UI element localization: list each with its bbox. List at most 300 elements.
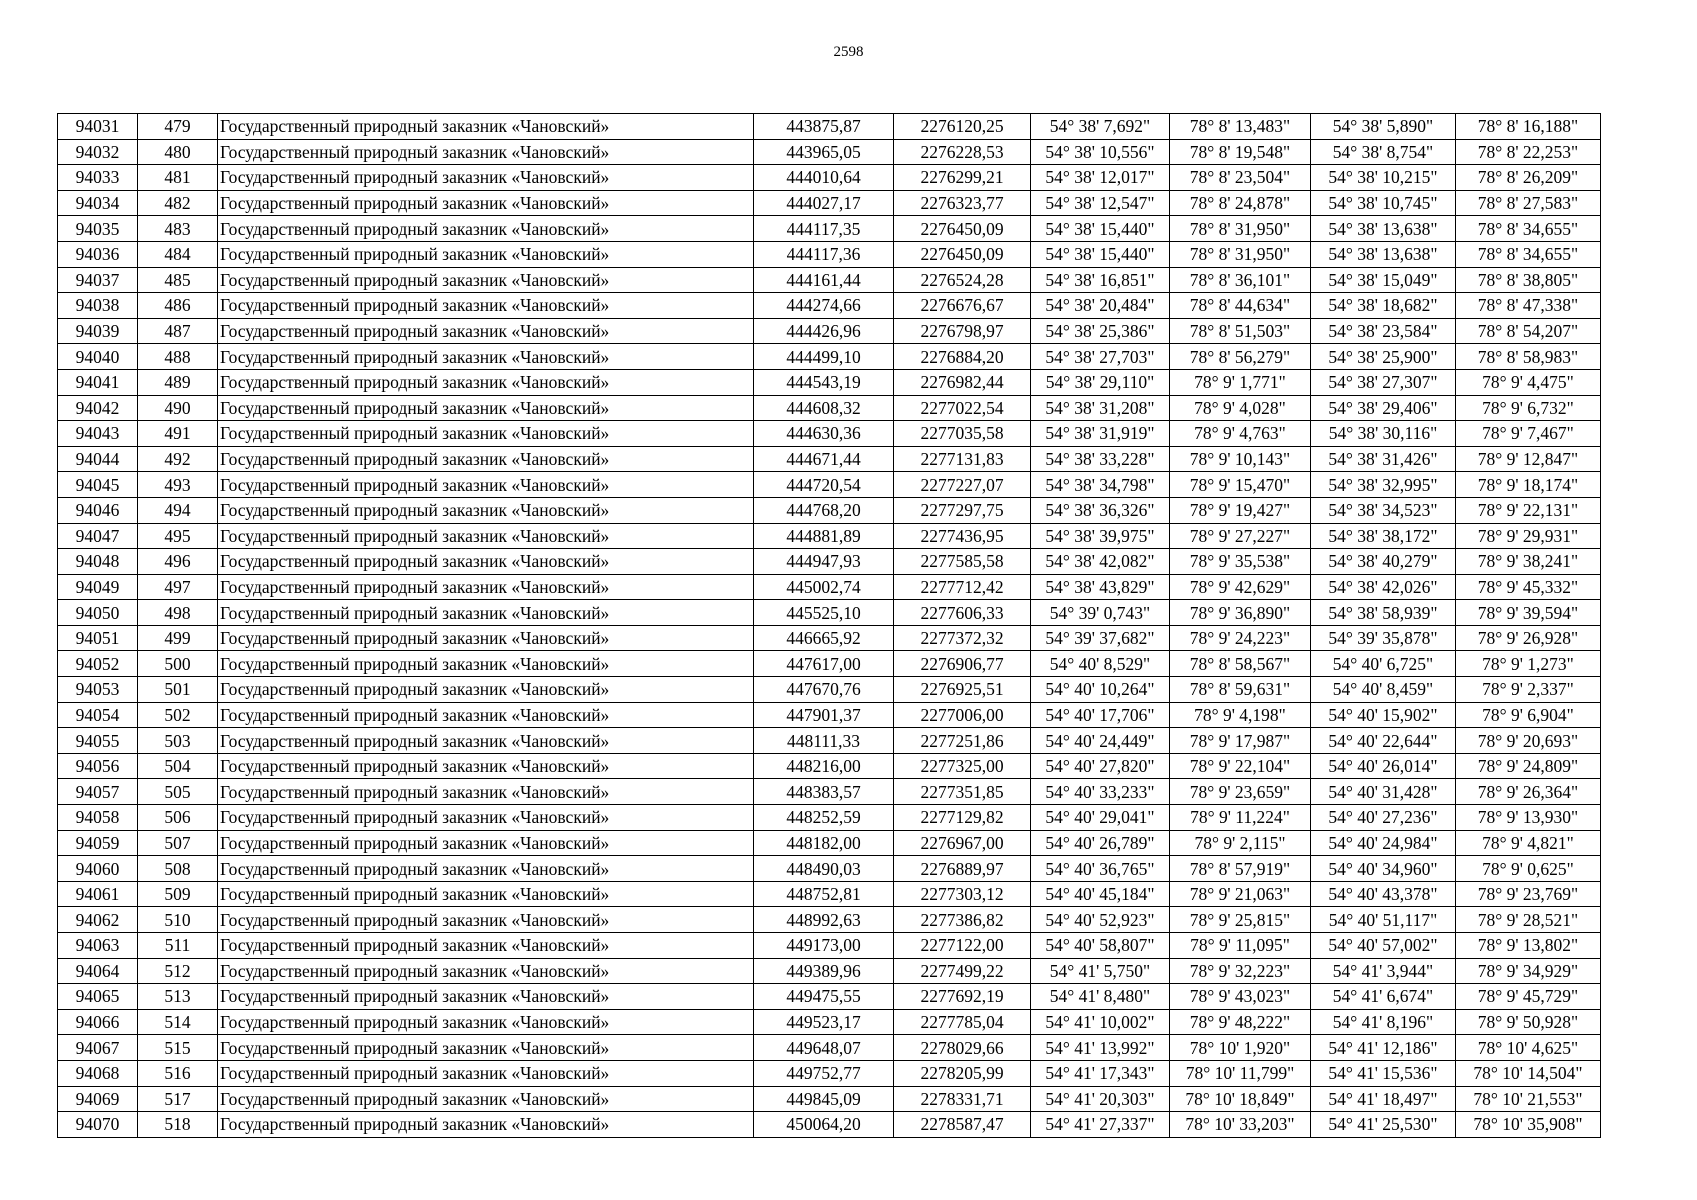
cell-longitude-2: 78° 9' 6,904": [1456, 702, 1601, 728]
cell-longitude-2: 78° 10' 14,504": [1456, 1060, 1601, 1086]
cell-y-coordinate: 2276524,28: [894, 267, 1031, 293]
cell-point-number: 516: [138, 1060, 218, 1086]
table-row: [58, 139, 1601, 165]
cell-record-id: 94050: [58, 600, 138, 626]
cell-x-coordinate: 444768,20: [754, 497, 894, 523]
cell-y-coordinate: 2277351,85: [894, 779, 1031, 805]
table-row: [58, 114, 1601, 140]
cell-longitude-1: 78° 9' 17,987": [1170, 728, 1311, 754]
cell-latitude-1: 54° 38' 25,386": [1031, 318, 1170, 344]
cell-record-id: 94061: [58, 881, 138, 907]
cell-y-coordinate: 2276299,21: [894, 165, 1031, 191]
cell-point-number: 490: [138, 395, 218, 421]
cell-record-id: 94054: [58, 702, 138, 728]
cell-x-coordinate: 444671,44: [754, 446, 894, 472]
table-row: [58, 933, 1601, 959]
cell-point-number: 498: [138, 600, 218, 626]
cell-longitude-2: 78° 9' 1,273": [1456, 651, 1601, 677]
cell-latitude-1: 54° 41' 13,992": [1031, 1035, 1170, 1061]
cell-record-id: 94068: [58, 1060, 138, 1086]
cell-latitude-1: 54° 38' 7,692": [1031, 114, 1170, 140]
cell-latitude-1: 54° 38' 10,556": [1031, 139, 1170, 165]
cell-latitude-1: 54° 39' 37,682": [1031, 625, 1170, 651]
cell-x-coordinate: 444947,93: [754, 549, 894, 575]
cell-point-number: 515: [138, 1035, 218, 1061]
cell-latitude-1: 54° 38' 43,829": [1031, 574, 1170, 600]
cell-longitude-1: 78° 8' 24,878": [1170, 190, 1311, 216]
table-row: [58, 1060, 1601, 1086]
cell-territory-name: Государственный природный заказник «Чановский»: [218, 881, 754, 907]
cell-point-number: 487: [138, 318, 218, 344]
cell-y-coordinate: 2277606,33: [894, 600, 1031, 626]
cell-latitude-2: 54° 41' 18,497": [1311, 1086, 1456, 1112]
cell-territory-name: Государственный природный заказник «Чановский»: [218, 958, 754, 984]
cell-longitude-2: 78° 8' 58,983": [1456, 344, 1601, 370]
cell-point-number: 512: [138, 958, 218, 984]
cell-x-coordinate: 444499,10: [754, 344, 894, 370]
cell-longitude-2: 78° 8' 22,253": [1456, 139, 1601, 165]
cell-y-coordinate: 2276967,00: [894, 830, 1031, 856]
cell-record-id: 94045: [58, 472, 138, 498]
cell-latitude-2: 54° 39' 35,878": [1311, 625, 1456, 651]
cell-point-number: 507: [138, 830, 218, 856]
cell-territory-name: Государственный природный заказник «Чановский»: [218, 984, 754, 1010]
table-row: [58, 651, 1601, 677]
cell-record-id: 94042: [58, 395, 138, 421]
cell-longitude-2: 78° 8' 38,805": [1456, 267, 1601, 293]
cell-record-id: 94064: [58, 958, 138, 984]
coordinates-table: [57, 113, 1601, 1138]
table-row: [58, 728, 1601, 754]
cell-record-id: 94031: [58, 114, 138, 140]
cell-longitude-2: 78° 9' 29,931": [1456, 523, 1601, 549]
cell-y-coordinate: 2277692,19: [894, 984, 1031, 1010]
cell-record-id: 94051: [58, 625, 138, 651]
cell-latitude-1: 54° 38' 31,919": [1031, 421, 1170, 447]
cell-point-number: 504: [138, 753, 218, 779]
cell-record-id: 94056: [58, 753, 138, 779]
cell-longitude-2: 78° 10' 21,553": [1456, 1086, 1601, 1112]
cell-longitude-2: 78° 9' 4,475": [1456, 369, 1601, 395]
cell-longitude-1: 78° 9' 25,815": [1170, 907, 1311, 933]
cell-record-id: 94038: [58, 293, 138, 319]
cell-longitude-2: 78° 9' 50,928": [1456, 1009, 1601, 1035]
cell-y-coordinate: 2277227,07: [894, 472, 1031, 498]
cell-longitude-1: 78° 8' 13,483": [1170, 114, 1311, 140]
cell-latitude-2: 54° 38' 25,900": [1311, 344, 1456, 370]
cell-record-id: 94059: [58, 830, 138, 856]
cell-longitude-2: 78° 9' 0,625": [1456, 856, 1601, 882]
cell-latitude-2: 54° 40' 6,725": [1311, 651, 1456, 677]
cell-x-coordinate: 448752,81: [754, 881, 894, 907]
cell-point-number: 486: [138, 293, 218, 319]
cell-territory-name: Государственный природный заказник «Чановский»: [218, 600, 754, 626]
cell-longitude-2: 78° 9' 39,594": [1456, 600, 1601, 626]
cell-longitude-1: 78° 8' 31,950": [1170, 241, 1311, 267]
cell-y-coordinate: 2276884,20: [894, 344, 1031, 370]
table-row: [58, 600, 1601, 626]
cell-latitude-1: 54° 40' 8,529": [1031, 651, 1170, 677]
cell-point-number: 514: [138, 1009, 218, 1035]
table-row: [58, 958, 1601, 984]
cell-longitude-2: 78° 8' 47,338": [1456, 293, 1601, 319]
table-row: [58, 267, 1601, 293]
cell-point-number: 494: [138, 497, 218, 523]
cell-latitude-2: 54° 40' 22,644": [1311, 728, 1456, 754]
cell-y-coordinate: 2276906,77: [894, 651, 1031, 677]
cell-latitude-2: 54° 41' 6,674": [1311, 984, 1456, 1010]
cell-y-coordinate: 2276228,53: [894, 139, 1031, 165]
cell-x-coordinate: 449523,17: [754, 1009, 894, 1035]
cell-x-coordinate: 448182,00: [754, 830, 894, 856]
cell-y-coordinate: 2277585,58: [894, 549, 1031, 575]
cell-x-coordinate: 448252,59: [754, 805, 894, 831]
cell-territory-name: Государственный природный заказник «Чановский»: [218, 523, 754, 549]
cell-latitude-2: 54° 40' 26,014": [1311, 753, 1456, 779]
cell-record-id: 94065: [58, 984, 138, 1010]
cell-latitude-1: 54° 40' 29,041": [1031, 805, 1170, 831]
cell-y-coordinate: 2276676,67: [894, 293, 1031, 319]
cell-x-coordinate: 448383,57: [754, 779, 894, 805]
cell-y-coordinate: 2276323,77: [894, 190, 1031, 216]
cell-longitude-1: 78° 10' 18,849": [1170, 1086, 1311, 1112]
cell-longitude-1: 78° 8' 56,279": [1170, 344, 1311, 370]
cell-territory-name: Государственный природный заказник «Чановский»: [218, 267, 754, 293]
cell-record-id: 94034: [58, 190, 138, 216]
cell-latitude-1: 54° 40' 10,264": [1031, 677, 1170, 703]
cell-latitude-1: 54° 38' 12,547": [1031, 190, 1170, 216]
cell-latitude-1: 54° 38' 12,017": [1031, 165, 1170, 191]
cell-territory-name: Государственный природный заказник «Чановский»: [218, 318, 754, 344]
table-row: [58, 165, 1601, 191]
cell-longitude-1: 78° 9' 48,222": [1170, 1009, 1311, 1035]
cell-x-coordinate: 444117,36: [754, 241, 894, 267]
cell-record-id: 94052: [58, 651, 138, 677]
cell-latitude-2: 54° 40' 15,902": [1311, 702, 1456, 728]
cell-longitude-2: 78° 9' 23,769": [1456, 881, 1601, 907]
cell-longitude-2: 78° 8' 34,655": [1456, 241, 1601, 267]
cell-x-coordinate: 447901,37: [754, 702, 894, 728]
cell-longitude-2: 78° 9' 38,241": [1456, 549, 1601, 575]
cell-longitude-2: 78° 9' 22,131": [1456, 497, 1601, 523]
table-row: [58, 984, 1601, 1010]
cell-y-coordinate: 2276889,97: [894, 856, 1031, 882]
cell-latitude-2: 54° 40' 24,984": [1311, 830, 1456, 856]
cell-latitude-2: 54° 38' 15,049": [1311, 267, 1456, 293]
cell-latitude-2: 54° 41' 15,536": [1311, 1060, 1456, 1086]
cell-territory-name: Государственный природный заказник «Чановский»: [218, 1060, 754, 1086]
table-row: [58, 881, 1601, 907]
cell-latitude-2: 54° 38' 23,584": [1311, 318, 1456, 344]
cell-point-number: 502: [138, 702, 218, 728]
cell-point-number: 503: [138, 728, 218, 754]
cell-latitude-1: 54° 41' 20,303": [1031, 1086, 1170, 1112]
cell-latitude-2: 54° 38' 13,638": [1311, 216, 1456, 242]
table-row: [58, 779, 1601, 805]
cell-latitude-1: 54° 38' 29,110": [1031, 369, 1170, 395]
cell-longitude-1: 78° 8' 59,631": [1170, 677, 1311, 703]
cell-y-coordinate: 2277297,75: [894, 497, 1031, 523]
cell-latitude-1: 54° 38' 15,440": [1031, 216, 1170, 242]
cell-point-number: 505: [138, 779, 218, 805]
cell-longitude-2: 78° 9' 24,809": [1456, 753, 1601, 779]
cell-y-coordinate: 2277372,32: [894, 625, 1031, 651]
cell-point-number: 509: [138, 881, 218, 907]
cell-x-coordinate: 448216,00: [754, 753, 894, 779]
cell-longitude-2: 78° 9' 20,693": [1456, 728, 1601, 754]
cell-longitude-1: 78° 9' 32,223": [1170, 958, 1311, 984]
cell-y-coordinate: 2277006,00: [894, 702, 1031, 728]
cell-x-coordinate: 449845,09: [754, 1086, 894, 1112]
cell-longitude-1: 78° 9' 10,143": [1170, 446, 1311, 472]
cell-longitude-1: 78° 8' 31,950": [1170, 216, 1311, 242]
table-row: [58, 1009, 1601, 1035]
cell-longitude-1: 78° 8' 58,567": [1170, 651, 1311, 677]
cell-latitude-2: 54° 38' 38,172": [1311, 523, 1456, 549]
cell-longitude-2: 78° 9' 26,364": [1456, 779, 1601, 805]
cell-territory-name: Государственный природный заказник «Чановский»: [218, 1009, 754, 1035]
cell-longitude-2: 78° 8' 26,209": [1456, 165, 1601, 191]
table-row: [58, 753, 1601, 779]
cell-point-number: 481: [138, 165, 218, 191]
cell-x-coordinate: 445002,74: [754, 574, 894, 600]
cell-longitude-1: 78° 9' 36,890": [1170, 600, 1311, 626]
cell-longitude-1: 78° 9' 4,028": [1170, 395, 1311, 421]
cell-longitude-1: 78° 9' 4,198": [1170, 702, 1311, 728]
cell-record-id: 94048: [58, 549, 138, 575]
cell-x-coordinate: 448111,33: [754, 728, 894, 754]
cell-point-number: 484: [138, 241, 218, 267]
cell-x-coordinate: 446665,92: [754, 625, 894, 651]
table-row: [58, 856, 1601, 882]
cell-point-number: 499: [138, 625, 218, 651]
cell-longitude-1: 78° 9' 42,629": [1170, 574, 1311, 600]
cell-longitude-2: 78° 9' 4,821": [1456, 830, 1601, 856]
cell-latitude-2: 54° 40' 34,960": [1311, 856, 1456, 882]
cell-x-coordinate: 444426,96: [754, 318, 894, 344]
cell-x-coordinate: 443965,05: [754, 139, 894, 165]
cell-x-coordinate: 449173,00: [754, 933, 894, 959]
cell-longitude-2: 78° 9' 13,802": [1456, 933, 1601, 959]
table-row: [58, 344, 1601, 370]
cell-territory-name: Государственный природный заказник «Чановский»: [218, 216, 754, 242]
cell-latitude-2: 54° 38' 42,026": [1311, 574, 1456, 600]
cell-x-coordinate: 450064,20: [754, 1112, 894, 1138]
cell-longitude-1: 78° 9' 2,115": [1170, 830, 1311, 856]
cell-longitude-1: 78° 9' 19,427": [1170, 497, 1311, 523]
cell-latitude-1: 54° 41' 5,750": [1031, 958, 1170, 984]
cell-territory-name: Государственный природный заказник «Чановский»: [218, 369, 754, 395]
table-body: [58, 114, 1601, 1138]
cell-point-number: 500: [138, 651, 218, 677]
cell-latitude-2: 54° 38' 18,682": [1311, 293, 1456, 319]
cell-latitude-1: 54° 40' 26,789": [1031, 830, 1170, 856]
cell-point-number: 501: [138, 677, 218, 703]
cell-longitude-1: 78° 9' 27,227": [1170, 523, 1311, 549]
table-row: [58, 574, 1601, 600]
cell-territory-name: Государственный природный заказник «Чановский»: [218, 830, 754, 856]
page-number: 2598: [833, 44, 864, 60]
table-row: [58, 907, 1601, 933]
cell-latitude-2: 54° 38' 10,745": [1311, 190, 1456, 216]
cell-latitude-2: 54° 40' 8,459": [1311, 677, 1456, 703]
cell-latitude-1: 54° 40' 36,765": [1031, 856, 1170, 882]
cell-record-id: 94067: [58, 1035, 138, 1061]
cell-longitude-2: 78° 9' 12,847": [1456, 446, 1601, 472]
table-row: [58, 625, 1601, 651]
cell-point-number: 479: [138, 114, 218, 140]
cell-x-coordinate: 449475,55: [754, 984, 894, 1010]
cell-y-coordinate: 2277499,22: [894, 958, 1031, 984]
cell-latitude-1: 54° 40' 45,184": [1031, 881, 1170, 907]
cell-record-id: 94037: [58, 267, 138, 293]
cell-territory-name: Государственный природный заказник «Чановский»: [218, 446, 754, 472]
cell-territory-name: Государственный природный заказник «Чановский»: [218, 472, 754, 498]
cell-y-coordinate: 2276120,25: [894, 114, 1031, 140]
cell-record-id: 94040: [58, 344, 138, 370]
cell-territory-name: Государственный природный заказник «Чановский»: [218, 651, 754, 677]
cell-record-id: 94032: [58, 139, 138, 165]
cell-y-coordinate: 2276450,09: [894, 241, 1031, 267]
cell-x-coordinate: 444608,32: [754, 395, 894, 421]
cell-latitude-2: 54° 41' 8,196": [1311, 1009, 1456, 1035]
cell-x-coordinate: 444010,64: [754, 165, 894, 191]
cell-territory-name: Государственный природный заказник «Чановский»: [218, 1086, 754, 1112]
cell-x-coordinate: 444720,54: [754, 472, 894, 498]
cell-territory-name: Государственный природный заказник «Чановский»: [218, 1035, 754, 1061]
cell-longitude-1: 78° 9' 15,470": [1170, 472, 1311, 498]
table-row: [58, 369, 1601, 395]
cell-latitude-1: 54° 40' 33,233": [1031, 779, 1170, 805]
cell-y-coordinate: 2276798,97: [894, 318, 1031, 344]
cell-longitude-1: 78° 9' 1,771": [1170, 369, 1311, 395]
table-row: [58, 830, 1601, 856]
cell-x-coordinate: 444630,36: [754, 421, 894, 447]
cell-record-id: 94070: [58, 1112, 138, 1138]
cell-record-id: 94033: [58, 165, 138, 191]
cell-y-coordinate: 2278205,99: [894, 1060, 1031, 1086]
cell-territory-name: Государственный природный заказник «Чановский»: [218, 497, 754, 523]
cell-longitude-1: 78° 8' 19,548": [1170, 139, 1311, 165]
cell-territory-name: Государственный природный заказник «Чановский»: [218, 907, 754, 933]
cell-territory-name: Государственный природный заказник «Чановский»: [218, 241, 754, 267]
cell-record-id: 94041: [58, 369, 138, 395]
cell-latitude-2: 54° 41' 25,530": [1311, 1112, 1456, 1138]
cell-y-coordinate: 2276450,09: [894, 216, 1031, 242]
cell-latitude-2: 54° 41' 12,186": [1311, 1035, 1456, 1061]
cell-x-coordinate: 444881,89: [754, 523, 894, 549]
cell-longitude-1: 78° 8' 36,101": [1170, 267, 1311, 293]
cell-point-number: 485: [138, 267, 218, 293]
cell-latitude-1: 54° 40' 27,820": [1031, 753, 1170, 779]
cell-x-coordinate: 444161,44: [754, 267, 894, 293]
table-row: [58, 293, 1601, 319]
cell-territory-name: Государственный природный заказник «Чановский»: [218, 190, 754, 216]
cell-longitude-1: 78° 9' 43,023": [1170, 984, 1311, 1010]
cell-record-id: 94060: [58, 856, 138, 882]
cell-y-coordinate: 2277325,00: [894, 753, 1031, 779]
cell-x-coordinate: 444117,35: [754, 216, 894, 242]
cell-record-id: 94069: [58, 1086, 138, 1112]
table-row: [58, 523, 1601, 549]
table-row: [58, 395, 1601, 421]
cell-record-id: 94058: [58, 805, 138, 831]
cell-territory-name: Государственный природный заказник «Чановский»: [218, 139, 754, 165]
cell-latitude-2: 54° 38' 34,523": [1311, 497, 1456, 523]
cell-point-number: 480: [138, 139, 218, 165]
cell-latitude-1: 54° 38' 36,326": [1031, 497, 1170, 523]
cell-point-number: 510: [138, 907, 218, 933]
cell-y-coordinate: 2277251,86: [894, 728, 1031, 754]
cell-x-coordinate: 444027,17: [754, 190, 894, 216]
cell-latitude-1: 54° 38' 15,440": [1031, 241, 1170, 267]
cell-y-coordinate: 2277303,12: [894, 881, 1031, 907]
cell-longitude-1: 78° 8' 23,504": [1170, 165, 1311, 191]
cell-record-id: 94046: [58, 497, 138, 523]
cell-y-coordinate: 2278029,66: [894, 1035, 1031, 1061]
table-row: [58, 677, 1601, 703]
cell-longitude-2: 78° 9' 45,332": [1456, 574, 1601, 600]
cell-latitude-2: 54° 40' 27,236": [1311, 805, 1456, 831]
cell-latitude-2: 54° 38' 32,995": [1311, 472, 1456, 498]
cell-point-number: 482: [138, 190, 218, 216]
cell-y-coordinate: 2277129,82: [894, 805, 1031, 831]
cell-territory-name: Государственный природный заказник «Чановский»: [218, 165, 754, 191]
cell-x-coordinate: 444274,66: [754, 293, 894, 319]
cell-longitude-1: 78° 9' 21,063": [1170, 881, 1311, 907]
cell-point-number: 489: [138, 369, 218, 395]
cell-record-id: 94039: [58, 318, 138, 344]
cell-y-coordinate: 2277022,54: [894, 395, 1031, 421]
cell-latitude-1: 54° 40' 17,706": [1031, 702, 1170, 728]
cell-longitude-2: 78° 8' 54,207": [1456, 318, 1601, 344]
cell-longitude-2: 78° 9' 2,337": [1456, 677, 1601, 703]
cell-territory-name: Государственный природный заказник «Чановский»: [218, 344, 754, 370]
table-row: [58, 1086, 1601, 1112]
cell-point-number: 517: [138, 1086, 218, 1112]
cell-latitude-1: 54° 40' 24,449": [1031, 728, 1170, 754]
cell-y-coordinate: 2278587,47: [894, 1112, 1031, 1138]
cell-territory-name: Государственный природный заказник «Чановский»: [218, 856, 754, 882]
cell-longitude-2: 78° 8' 16,188": [1456, 114, 1601, 140]
cell-longitude-1: 78° 9' 22,104": [1170, 753, 1311, 779]
cell-x-coordinate: 447670,76: [754, 677, 894, 703]
cell-point-number: 506: [138, 805, 218, 831]
cell-x-coordinate: 448490,03: [754, 856, 894, 882]
cell-longitude-2: 78° 9' 26,928": [1456, 625, 1601, 651]
table-row: [58, 190, 1601, 216]
cell-point-number: 492: [138, 446, 218, 472]
cell-latitude-2: 54° 38' 27,307": [1311, 369, 1456, 395]
cell-latitude-1: 54° 41' 10,002": [1031, 1009, 1170, 1035]
cell-territory-name: Государственный природный заказник «Чановский»: [218, 1112, 754, 1138]
cell-territory-name: Государственный природный заказник «Чановский»: [218, 728, 754, 754]
cell-territory-name: Государственный природный заказник «Чановский»: [218, 549, 754, 575]
cell-territory-name: Государственный природный заказник «Чановский»: [218, 395, 754, 421]
cell-longitude-1: 78° 9' 23,659": [1170, 779, 1311, 805]
cell-x-coordinate: 444543,19: [754, 369, 894, 395]
cell-longitude-1: 78° 10' 11,799": [1170, 1060, 1311, 1086]
cell-latitude-2: 54° 38' 29,406": [1311, 395, 1456, 421]
cell-longitude-2: 78° 9' 6,732": [1456, 395, 1601, 421]
cell-x-coordinate: 449389,96: [754, 958, 894, 984]
cell-territory-name: Государственный природный заказник «Чановский»: [218, 574, 754, 600]
cell-latitude-1: 54° 41' 17,343": [1031, 1060, 1170, 1086]
cell-record-id: 94044: [58, 446, 138, 472]
cell-y-coordinate: 2276925,51: [894, 677, 1031, 703]
cell-latitude-1: 54° 38' 31,208": [1031, 395, 1170, 421]
cell-point-number: 495: [138, 523, 218, 549]
